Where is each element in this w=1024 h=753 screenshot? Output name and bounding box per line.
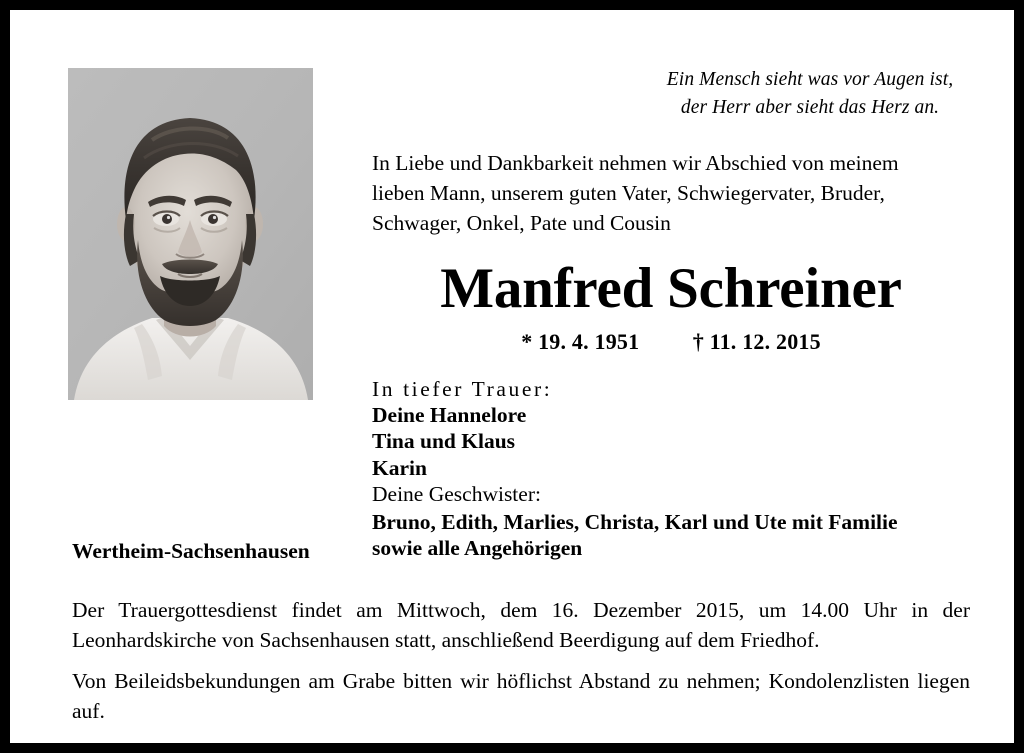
portrait-photo-icon — [68, 68, 313, 400]
siblings-names: Bruno, Edith, Marlies, Christa, Karl und Ute mit Familie — [372, 510, 898, 535]
siblings-heading: Deine Geschwister: — [372, 481, 541, 506]
name-block — [372, 257, 970, 355]
intro-text — [372, 148, 970, 238]
service-p2-line-1: Von Beileidsbekundungen am Grabe bitten wir höflichst Abstand zu nehmen; Kondolenzlisten — [72, 669, 910, 694]
mourner-name-2: Tina und Klaus — [372, 429, 516, 454]
service-p1-line-1: Der Trauergottesdienst findet am Mittwoch, dem 16. Dezember 2015, um 14.00 Uhr in der — [72, 598, 970, 622]
mourner-name-3: Karin — [372, 455, 427, 480]
mourners-block — [372, 376, 982, 562]
mourners-heading: In tiefer Trauer: — [372, 377, 553, 401]
intro-line-2: lieben Mann, unserem guten Vater, Schwiegervater, Bruder, — [372, 181, 885, 206]
life-dates — [372, 329, 970, 355]
card-inner — [10, 10, 1014, 743]
service-paragraph-2 — [72, 667, 970, 726]
birth-symbol: * — [521, 329, 533, 354]
death-date: 11. 12. 2015 — [709, 329, 821, 354]
intro-line-1: In Liebe und Dankbarkeit nehmen wir Abschied von meinem — [372, 151, 899, 175]
portrait-frame — [68, 68, 313, 400]
other-relatives: sowie alle Angehörigen — [372, 536, 583, 561]
mourner-name-1: Deine Hannelore — [372, 403, 527, 428]
place-name: Wertheim-Sachsenhausen — [72, 539, 310, 563]
deceased-name: Manfred Schreiner — [440, 257, 902, 320]
intro-line-3: Schwager, Onkel, Pate und Cousin — [372, 211, 671, 236]
epigraph-line-1: Ein Mensch sieht was vor Augen ist, — [666, 69, 954, 90]
service-p1-line-2: Leonhardskirche von Sachsenhausen statt, anschließend Beerdigung auf dem Friedhof. — [72, 627, 820, 652]
service-paragraph-1 — [72, 596, 970, 655]
death-symbol: † — [692, 329, 704, 354]
service-p2-line-2: liegen auf. — [72, 669, 971, 723]
epigraph-line-2: der Herr aber sieht das Herz an. — [680, 96, 940, 118]
epigraph — [610, 66, 1010, 121]
service-info — [72, 596, 970, 727]
birth-date: 19. 4. 1951 — [538, 329, 640, 354]
